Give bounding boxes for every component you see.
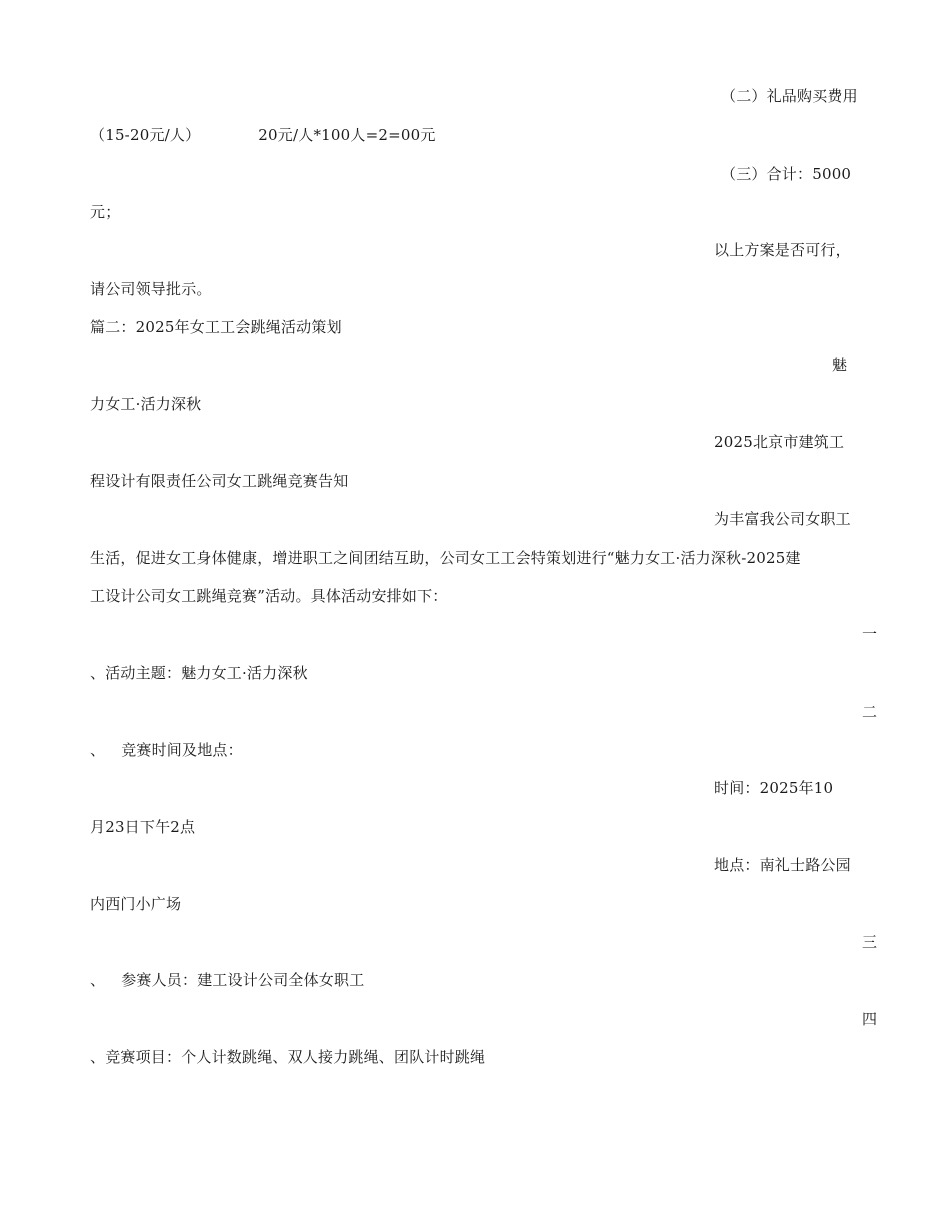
- item-four-text: 、竞赛项目：个人计数跳绳、双人接力跳绳、团队计时跳绳: [90, 1048, 486, 1066]
- notice-title-end: 程设计有限责任公司女工跳绳竞赛告知: [90, 472, 349, 490]
- gift-cost-line: [90, 125, 436, 145]
- gift-unit-range: （15-20元/人）: [90, 126, 201, 144]
- item-two-delimiter: 、: [90, 741, 106, 759]
- total-unit: 元；: [90, 203, 121, 221]
- intro-paragraph-middle: 生活，促进女工身体健康，增进职工之间团结互助，公司女工工会特策划进行“魅力女工·活力深秋-2025建: [90, 549, 801, 567]
- event-location-start: 地点：南礼士路公园: [714, 856, 851, 874]
- notice-title-start: 2025北京市建筑工: [714, 433, 845, 451]
- item-three-label: 参赛人员：建工设计公司全体女职工: [121, 971, 365, 989]
- item-three-delimiter: 、: [90, 971, 106, 989]
- theme-line-start: 魅: [832, 356, 848, 374]
- item-four-number: 四: [862, 1010, 878, 1028]
- intro-paragraph-end: 工设计公司女工跳绳竞赛”活动。具体活动安排如下：: [90, 587, 448, 605]
- proposal-question: 以上方案是否可行，: [714, 241, 851, 259]
- proposal-request: 请公司领导批示。: [90, 280, 212, 298]
- gift-cost-heading: （二）礼品购买费用: [721, 87, 858, 105]
- item-one-number: 一: [862, 625, 878, 643]
- item-three-number: 三: [862, 933, 878, 951]
- item-two-text: [90, 740, 243, 760]
- event-time-start: 时间：2025年10: [714, 779, 834, 797]
- item-two-label: 竞赛时间及地点：: [121, 741, 243, 759]
- item-two-number: 二: [862, 703, 878, 721]
- total-heading: （三）合计：5000: [721, 165, 852, 183]
- theme-line-end: 力女工·活力深秋: [90, 395, 202, 413]
- item-one-text: 、活动主题：魅力女工·活力深秋: [90, 664, 308, 682]
- item-three-text: [90, 970, 364, 990]
- intro-paragraph-start: 为丰富我公司女职工: [714, 510, 851, 528]
- event-location-end: 内西门小广场: [90, 895, 182, 913]
- section-two-title: 篇二：2025年女工工会跳绳活动策划: [90, 318, 342, 336]
- event-time-end: 月23日下午2点: [90, 818, 196, 836]
- gift-cost-formula: 20元/人*100人=2=00元: [258, 126, 436, 144]
